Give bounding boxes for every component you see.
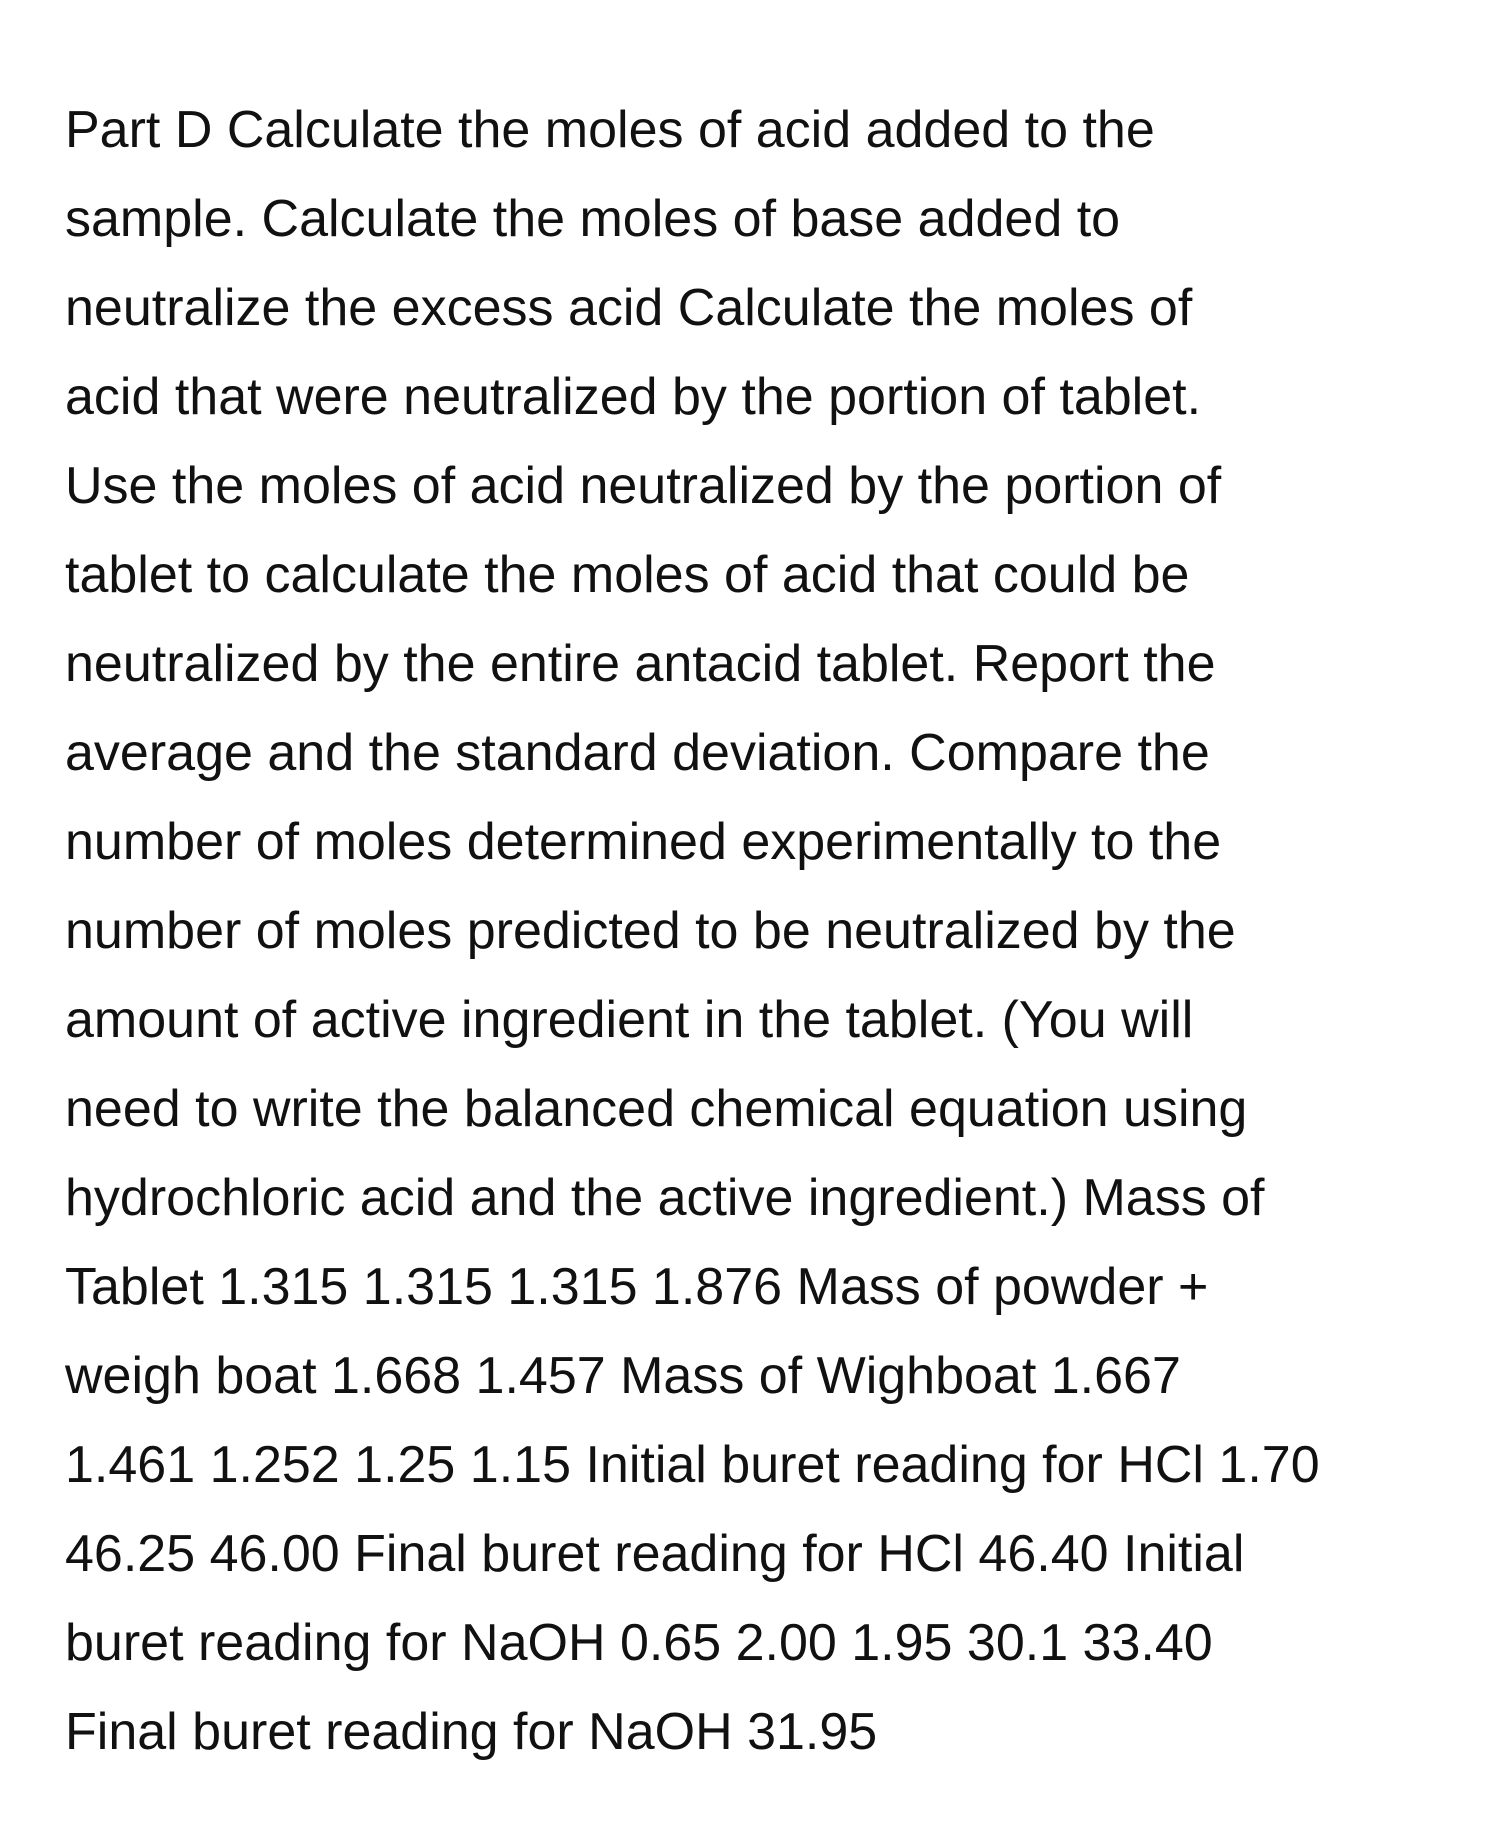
text-line-19: Final buret reading for NaOH 31.95 [65,1703,878,1761]
text-line-8: average and the standard deviation. Compare the [65,724,1210,782]
text-line-7: neutralized by the entire antacid tablet. Report the [65,635,1216,693]
text-line-13: hydrochloric acid and the active ingredient.) Mass of [65,1169,1265,1227]
text-line-5: Use the moles of acid neutralized by the portion of [65,457,1222,515]
text-line-12: need to write the balanced chemical equation using [65,1080,1248,1138]
text-line-14: Tablet 1.315 1.315 1.315 1.876 Mass of powder + [65,1258,1209,1316]
text-line-16: 1.461 1.252 1.25 1.15 Initial buret reading for HCl 1.70 [65,1436,1320,1494]
text-line-6: tablet to calculate the moles of acid that could be [65,546,1190,604]
text-line-4: acid that were neutralized by the portion of tablet. [65,368,1202,426]
question-text [65,86,1465,1777]
text-line-9: number of moles determined experimentally to the [65,813,1222,871]
text-line-2: sample. Calculate the moles of base added to [65,190,1121,248]
text-line-1: Part D Calculate the moles of acid added to the [65,101,1155,159]
text-line-3: neutralize the excess acid Calculate the moles of [65,279,1193,337]
text-line-18: buret reading for NaOH 0.65 2.00 1.95 30.1 33.40 [65,1614,1213,1672]
text-line-15: weigh boat 1.668 1.457 Mass of Wighboat 1.667 [65,1347,1181,1405]
text-line-10: number of moles predicted to be neutralized by the [65,902,1236,960]
text-line-17: 46.25 46.00 Final buret reading for HCl 46.40 Initial [65,1525,1245,1583]
text-line-11: amount of active ingredient in the tablet. (You will [65,991,1194,1049]
